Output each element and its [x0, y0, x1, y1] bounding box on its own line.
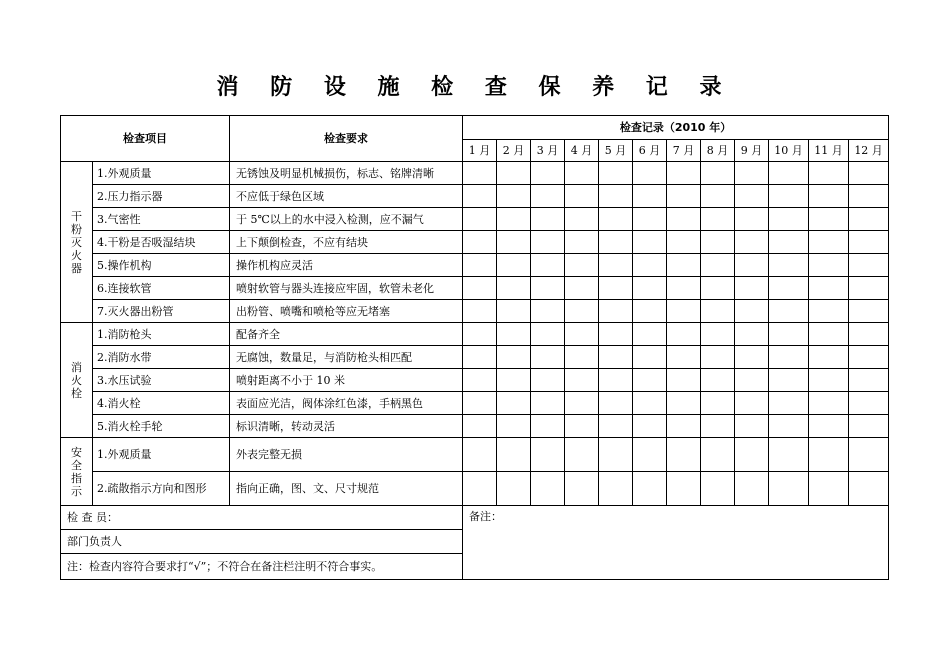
table-row — [61, 162, 889, 185]
record-entry-cell[interactable] — [735, 277, 769, 300]
record-entry-cell[interactable] — [565, 346, 599, 369]
table-row — [61, 438, 889, 472]
record-entry-cell[interactable] — [809, 162, 849, 185]
month-header: 4 月 — [565, 140, 599, 162]
month-header: 10 月 — [769, 140, 809, 162]
record-entry-cell[interactable] — [565, 277, 599, 300]
record-entry-cell[interactable] — [667, 300, 701, 323]
month-header: 7 月 — [667, 140, 701, 162]
record-entry-cell[interactable] — [531, 231, 565, 254]
record-entry-cell[interactable] — [849, 300, 889, 323]
record-entry-cell[interactable] — [599, 231, 633, 254]
category-cell — [61, 438, 93, 506]
table-row — [61, 472, 889, 506]
record-entry-cell[interactable] — [633, 162, 667, 185]
record-entry-cell[interactable] — [497, 208, 531, 231]
record-entry-cell[interactable] — [565, 369, 599, 392]
category-char: 灭 — [71, 235, 82, 249]
record-entry-cell[interactable] — [849, 254, 889, 277]
month-header: 5 月 — [599, 140, 633, 162]
record-entry-cell[interactable] — [809, 392, 849, 415]
record-entry-cell[interactable] — [497, 438, 531, 472]
record-entry-cell[interactable] — [701, 185, 735, 208]
record-entry-cell[interactable] — [531, 185, 565, 208]
check-requirement-cell: 操作机构应灵活 — [230, 254, 463, 277]
category-cell — [61, 162, 93, 323]
header-check-requirement: 检查要求 — [230, 116, 463, 162]
record-entry-cell[interactable] — [701, 346, 735, 369]
record-entry-cell[interactable] — [633, 254, 667, 277]
record-entry-cell[interactable] — [735, 323, 769, 346]
record-entry-cell[interactable] — [531, 254, 565, 277]
category-char: 粉 — [71, 222, 82, 236]
record-entry-cell[interactable] — [735, 472, 769, 506]
check-item-cell: 2.压力指示器 — [93, 185, 230, 208]
footnote: 注：检查内容符合要求打“√”；不符合在备注栏注明不符合事实。 — [61, 554, 463, 580]
record-entry-cell[interactable] — [809, 277, 849, 300]
record-entry-cell[interactable] — [633, 231, 667, 254]
check-item-cell: 4.消火栓 — [93, 392, 230, 415]
record-entry-cell[interactable] — [809, 300, 849, 323]
record-entry-cell[interactable] — [463, 208, 497, 231]
record-entry-cell[interactable] — [809, 438, 849, 472]
record-entry-cell[interactable] — [809, 185, 849, 208]
category-char: 安 — [71, 445, 82, 459]
month-header: 8 月 — [701, 140, 735, 162]
record-entry-cell[interactable] — [463, 438, 497, 472]
record-entry-cell[interactable] — [849, 472, 889, 506]
record-entry-cell[interactable] — [463, 472, 497, 506]
check-item-cell: 7.灭火器出粉管 — [93, 300, 230, 323]
record-entry-cell[interactable] — [809, 472, 849, 506]
record-entry-cell[interactable] — [701, 415, 735, 438]
record-entry-cell[interactable] — [769, 415, 809, 438]
record-entry-cell[interactable] — [701, 162, 735, 185]
record-entry-cell[interactable] — [497, 185, 531, 208]
record-entry-cell[interactable] — [531, 369, 565, 392]
check-item-cell: 5.操作机构 — [93, 254, 230, 277]
record-entry-cell[interactable] — [667, 231, 701, 254]
check-item-cell: 3.气密性 — [93, 208, 230, 231]
record-entry-cell[interactable] — [599, 392, 633, 415]
month-header: 12 月 — [849, 140, 889, 162]
record-entry-cell[interactable] — [769, 472, 809, 506]
record-entry-cell[interactable] — [565, 472, 599, 506]
record-entry-cell[interactable] — [809, 369, 849, 392]
month-header: 11 月 — [809, 140, 849, 162]
month-header: 9 月 — [735, 140, 769, 162]
record-entry-cell[interactable] — [735, 300, 769, 323]
record-entry-cell[interactable] — [497, 369, 531, 392]
record-entry-cell[interactable] — [633, 392, 667, 415]
record-entry-cell[interactable] — [701, 208, 735, 231]
record-entry-cell[interactable] — [463, 323, 497, 346]
record-entry-cell[interactable] — [735, 438, 769, 472]
record-entry-cell[interactable] — [735, 392, 769, 415]
record-entry-cell[interactable] — [599, 300, 633, 323]
record-entry-cell[interactable] — [769, 346, 809, 369]
record-entry-cell[interactable] — [497, 300, 531, 323]
check-requirement-cell: 于 5℃以上的水中浸入检测，应不漏气 — [230, 208, 463, 231]
record-entry-cell[interactable] — [599, 438, 633, 472]
table-row — [61, 415, 889, 438]
record-entry-cell[interactable] — [769, 185, 809, 208]
record-entry-cell[interactable] — [497, 254, 531, 277]
category-char: 示 — [71, 484, 82, 498]
check-item-cell: 3.水压试验 — [93, 369, 230, 392]
check-item-cell: 4.干粉是否吸湿结块 — [93, 231, 230, 254]
record-entry-cell[interactable] — [849, 162, 889, 185]
record-entry-cell[interactable] — [497, 323, 531, 346]
record-entry-cell[interactable] — [565, 438, 599, 472]
check-item-cell: 2.疏散指示方向和图形 — [93, 472, 230, 506]
record-entry-cell[interactable] — [565, 162, 599, 185]
record-entry-cell[interactable] — [463, 392, 497, 415]
record-entry-cell[interactable] — [769, 392, 809, 415]
record-entry-cell[interactable] — [531, 162, 565, 185]
record-entry-cell[interactable] — [633, 323, 667, 346]
check-requirement-cell: 指向正确，图、文、尺寸规范 — [230, 472, 463, 506]
record-entry-cell[interactable] — [735, 346, 769, 369]
record-entry-cell[interactable] — [809, 208, 849, 231]
record-entry-cell[interactable] — [667, 277, 701, 300]
record-entry-cell[interactable] — [809, 254, 849, 277]
record-entry-cell[interactable] — [735, 254, 769, 277]
record-entry-cell[interactable] — [531, 346, 565, 369]
record-entry-cell[interactable] — [809, 323, 849, 346]
check-requirement-cell: 标识清晰，转动灵活 — [230, 415, 463, 438]
record-entry-cell[interactable] — [849, 208, 889, 231]
record-entry-cell[interactable] — [769, 323, 809, 346]
inspector-field[interactable]: 检 查 员： — [61, 506, 463, 530]
record-entry-cell[interactable] — [735, 415, 769, 438]
record-entry-cell[interactable] — [565, 254, 599, 277]
record-entry-cell[interactable] — [667, 472, 701, 506]
record-entry-cell[interactable] — [701, 323, 735, 346]
category-char: 火 — [71, 248, 82, 262]
record-entry-cell[interactable] — [667, 208, 701, 231]
record-entry-cell[interactable] — [667, 254, 701, 277]
record-entry-cell[interactable] — [565, 323, 599, 346]
remarks-field[interactable]: 备注： — [463, 506, 889, 580]
record-entry-cell[interactable] — [769, 231, 809, 254]
table-row — [61, 300, 889, 323]
record-entry-cell[interactable] — [565, 300, 599, 323]
record-entry-cell[interactable] — [849, 438, 889, 472]
month-header: 3 月 — [531, 140, 565, 162]
table-row — [61, 392, 889, 415]
record-entry-cell[interactable] — [849, 185, 889, 208]
record-entry-cell[interactable] — [701, 277, 735, 300]
check-requirement-cell: 配备齐全 — [230, 323, 463, 346]
record-entry-cell[interactable] — [701, 392, 735, 415]
record-entry-cell[interactable] — [565, 231, 599, 254]
record-entry-cell[interactable] — [809, 231, 849, 254]
month-header: 6 月 — [633, 140, 667, 162]
record-entry-cell[interactable] — [809, 346, 849, 369]
check-requirement-cell: 出粉管、喷嘴和喷枪等应无堵塞 — [230, 300, 463, 323]
check-item-cell: 5.消火栓手轮 — [93, 415, 230, 438]
record-entry-cell[interactable] — [701, 254, 735, 277]
category-char: 栓 — [71, 386, 82, 400]
record-entry-cell[interactable] — [633, 208, 667, 231]
header-check-item: 检查项目 — [61, 116, 230, 162]
record-entry-cell[interactable] — [667, 346, 701, 369]
table-row — [61, 346, 889, 369]
record-entry-cell[interactable] — [463, 162, 497, 185]
check-item-cell: 1.外观质量 — [93, 162, 230, 185]
table-row — [61, 208, 889, 231]
record-entry-cell[interactable] — [565, 415, 599, 438]
record-entry-cell[interactable] — [531, 277, 565, 300]
check-item-cell: 1.外观质量 — [93, 438, 230, 472]
record-entry-cell[interactable] — [701, 369, 735, 392]
record-entry-cell[interactable] — [463, 300, 497, 323]
category-cell — [61, 323, 93, 438]
record-entry-cell[interactable] — [463, 277, 497, 300]
record-entry-cell[interactable] — [633, 472, 667, 506]
check-requirement-cell: 喷射距离不小于 10 米 — [230, 369, 463, 392]
record-entry-cell[interactable] — [633, 346, 667, 369]
record-entry-cell[interactable] — [531, 323, 565, 346]
record-entry-cell[interactable] — [769, 208, 809, 231]
record-entry-cell[interactable] — [633, 369, 667, 392]
category-char: 指 — [71, 471, 82, 485]
record-entry-cell[interactable] — [633, 185, 667, 208]
record-entry-cell[interactable] — [667, 185, 701, 208]
record-entry-cell[interactable] — [735, 162, 769, 185]
record-entry-cell[interactable] — [565, 185, 599, 208]
check-requirement-cell: 无锈蚀及明显机械损伤，标志、铭牌清晰 — [230, 162, 463, 185]
record-entry-cell[interactable] — [667, 392, 701, 415]
record-entry-cell[interactable] — [599, 254, 633, 277]
page-title: 消 防 设 施 检 查 保 养 记 录 — [216, 75, 734, 100]
table-row — [61, 277, 889, 300]
record-entry-cell[interactable] — [769, 438, 809, 472]
record-entry-cell[interactable] — [667, 162, 701, 185]
record-entry-cell[interactable] — [531, 300, 565, 323]
record-entry-cell[interactable] — [497, 346, 531, 369]
record-entry-cell[interactable] — [599, 369, 633, 392]
table-row — [61, 185, 889, 208]
record-entry-cell[interactable] — [565, 392, 599, 415]
check-requirement-cell: 喷射软管与器头连接应牢固，软管未老化 — [230, 277, 463, 300]
check-item-cell: 6.连接软管 — [93, 277, 230, 300]
record-entry-cell[interactable] — [497, 277, 531, 300]
header-check-record: 检查记录（2010 年） — [463, 116, 889, 140]
record-entry-cell[interactable] — [769, 254, 809, 277]
record-entry-cell[interactable] — [735, 185, 769, 208]
category-char: 干 — [71, 209, 82, 223]
record-entry-cell[interactable] — [531, 415, 565, 438]
check-requirement-cell: 表面应光洁，阀体涂红色漆，手柄黑色 — [230, 392, 463, 415]
check-requirement-cell: 上下颠倒检查，不应有结块 — [230, 231, 463, 254]
record-entry-cell[interactable] — [599, 415, 633, 438]
record-entry-cell[interactable] — [633, 300, 667, 323]
record-entry-cell[interactable] — [599, 346, 633, 369]
record-entry-cell[interactable] — [599, 208, 633, 231]
record-entry-cell[interactable] — [497, 472, 531, 506]
month-header: 2 月 — [497, 140, 531, 162]
record-entry-cell[interactable] — [531, 438, 565, 472]
record-entry-cell[interactable] — [849, 277, 889, 300]
record-entry-cell[interactable] — [849, 346, 889, 369]
record-entry-cell[interactable] — [735, 208, 769, 231]
record-entry-cell[interactable] — [565, 208, 599, 231]
record-entry-cell[interactable] — [531, 472, 565, 506]
record-entry-cell[interactable] — [633, 415, 667, 438]
record-entry-cell[interactable] — [599, 162, 633, 185]
record-entry-cell[interactable] — [633, 277, 667, 300]
record-entry-cell[interactable] — [463, 369, 497, 392]
record-entry-cell[interactable] — [849, 231, 889, 254]
record-entry-cell[interactable] — [599, 185, 633, 208]
category-char: 消 — [71, 360, 82, 374]
record-entry-cell[interactable] — [735, 231, 769, 254]
record-entry-cell[interactable] — [735, 369, 769, 392]
dept-head-field[interactable]: 部门负责人 — [61, 530, 463, 554]
record-entry-cell[interactable] — [599, 277, 633, 300]
record-entry-cell[interactable] — [531, 208, 565, 231]
record-entry-cell[interactable] — [701, 438, 735, 472]
record-entry-cell[interactable] — [667, 369, 701, 392]
record-entry-cell[interactable] — [667, 415, 701, 438]
record-entry-cell[interactable] — [701, 300, 735, 323]
record-entry-cell[interactable] — [701, 472, 735, 506]
check-requirement-cell: 外表完整无损 — [230, 438, 463, 472]
record-entry-cell[interactable] — [667, 323, 701, 346]
record-entry-cell[interactable] — [769, 162, 809, 185]
record-entry-cell[interactable] — [849, 369, 889, 392]
record-entry-cell[interactable] — [463, 231, 497, 254]
record-entry-cell[interactable] — [769, 300, 809, 323]
record-entry-cell[interactable] — [667, 438, 701, 472]
category-char: 全 — [71, 458, 82, 472]
category-char: 火 — [71, 373, 82, 387]
record-entry-cell[interactable] — [809, 415, 849, 438]
table-row — [61, 254, 889, 277]
record-entry-cell[interactable] — [701, 231, 735, 254]
record-entry-cell[interactable] — [849, 392, 889, 415]
record-entry-cell[interactable] — [497, 231, 531, 254]
check-requirement-cell: 不应低于绿色区域 — [230, 185, 463, 208]
inspection-record-table — [60, 115, 889, 580]
check-requirement-cell: 无腐蚀，数量足，与消防枪头相匹配 — [230, 346, 463, 369]
record-entry-cell[interactable] — [769, 277, 809, 300]
record-entry-cell[interactable] — [769, 369, 809, 392]
category-char: 器 — [71, 261, 82, 275]
record-entry-cell[interactable] — [599, 472, 633, 506]
record-entry-cell[interactable] — [849, 415, 889, 438]
record-entry-cell[interactable] — [633, 438, 667, 472]
table-row — [61, 323, 889, 346]
record-entry-cell[interactable] — [463, 415, 497, 438]
record-entry-cell[interactable] — [463, 346, 497, 369]
record-entry-cell[interactable] — [463, 254, 497, 277]
record-entry-cell[interactable] — [531, 392, 565, 415]
table-row — [61, 231, 889, 254]
record-entry-cell[interactable] — [497, 162, 531, 185]
record-entry-cell[interactable] — [497, 392, 531, 415]
record-entry-cell[interactable] — [497, 415, 531, 438]
record-entry-cell[interactable] — [849, 323, 889, 346]
record-entry-cell[interactable] — [599, 323, 633, 346]
table-row — [61, 369, 889, 392]
record-entry-cell[interactable] — [463, 185, 497, 208]
check-item-cell: 2.消防水带 — [93, 346, 230, 369]
check-item-cell: 1.消防枪头 — [93, 323, 230, 346]
month-header: 1 月 — [463, 140, 497, 162]
